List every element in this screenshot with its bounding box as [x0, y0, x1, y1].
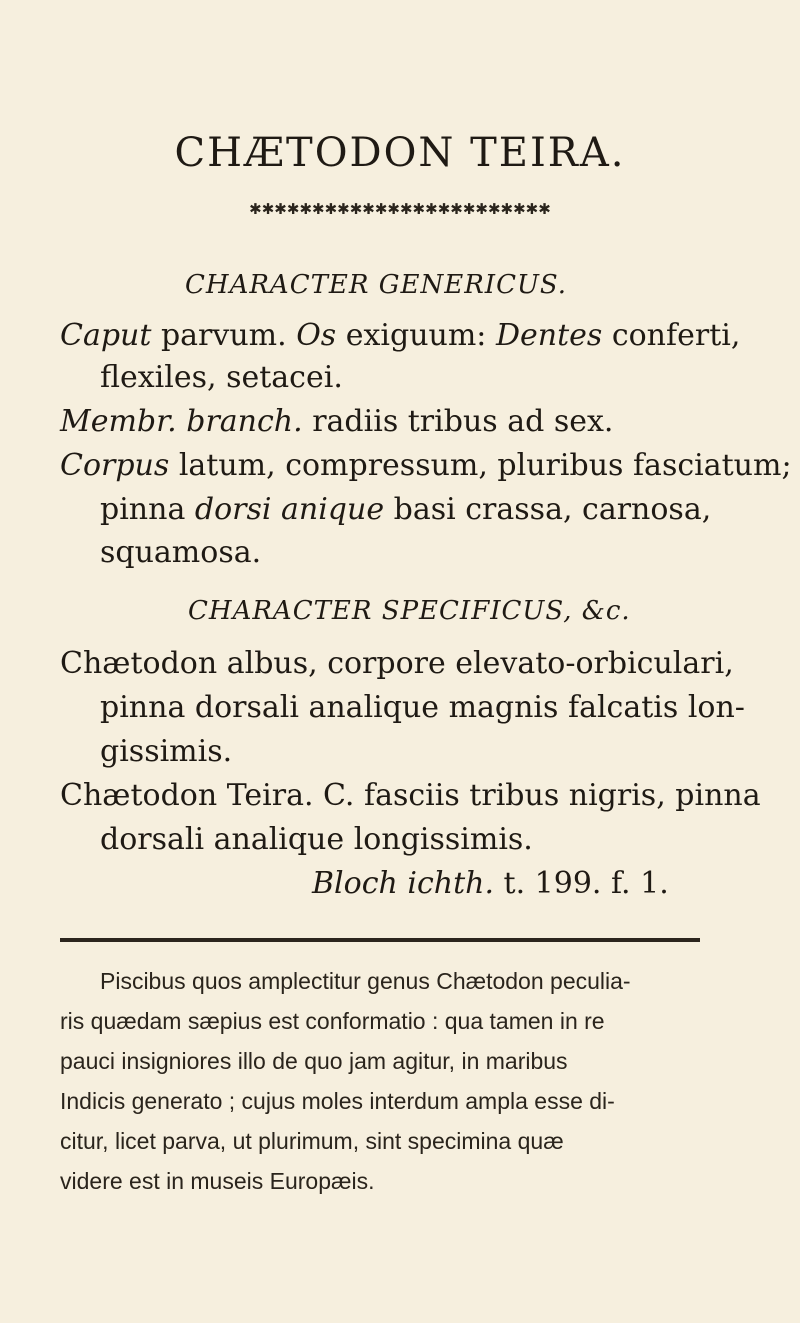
- page-title: CHÆTODON TEIRA.: [174, 130, 626, 176]
- heading-character-specificus: CHARACTER SPECIFICUS, &c.: [188, 596, 631, 626]
- divider-rule: [60, 938, 700, 942]
- specificus-line-5: dorsali analique longissimis.: [100, 822, 533, 857]
- text: exiguum:: [336, 318, 496, 353]
- paragraph-line-1: Piscibus quos amplectitur genus Chætodon peculia-: [100, 968, 631, 994]
- term-os: Os: [296, 318, 337, 353]
- paragraph-line-4: Indicis generato ; cujus moles interdum ampla esse di-: [60, 1088, 615, 1114]
- genericus-line-5: [100, 492, 711, 527]
- star-ornament: ✱✱✱✱✱✱✱✱✱✱✱✱✱✱✱✱✱✱✱✱✱✱✱✱: [249, 200, 551, 218]
- genericus-line-1: [60, 318, 740, 353]
- text: pinna: [100, 492, 195, 527]
- term-dorsi-anique: dorsi anique: [194, 492, 385, 527]
- genericus-line-4: [60, 448, 792, 483]
- paragraph-line-2: ris quædam sæpius est conformatio : qua tamen in re: [60, 1008, 605, 1034]
- paragraph-line-3: pauci insigniores illo de quo jam agitur, in maribus: [60, 1048, 568, 1074]
- specificus-line-3: gissimis.: [100, 734, 233, 769]
- term-dentes: Dentes: [495, 318, 603, 353]
- paragraph-line-6: videre est in museis Europæis.: [60, 1168, 375, 1194]
- citation-source: Bloch ichth.: [312, 866, 494, 901]
- term-caput: Caput: [60, 318, 152, 353]
- citation-ref: t. 199. f. 1.: [494, 866, 669, 901]
- text: radiis tribus ad sex.: [302, 404, 614, 439]
- genericus-line-2: flexiles, setacei.: [100, 360, 343, 395]
- genericus-line-3: [60, 404, 613, 439]
- specificus-line-4: Chætodon Teira. C. fasciis tribus nigris, pinna: [60, 778, 761, 813]
- specificus-line-2: pinna dorsali analique magnis falcatis lon-: [100, 690, 745, 725]
- genericus-line-6: squamosa.: [100, 535, 262, 570]
- citation-line: [312, 866, 669, 901]
- heading-character-genericus: CHARACTER GENERICUS.: [185, 270, 568, 300]
- term-membr-branch: Membr. branch.: [60, 404, 303, 439]
- term-corpus: Corpus: [60, 448, 170, 483]
- text: conferti,: [602, 318, 741, 353]
- paragraph-line-5: citur, licet parva, ut plurimum, sint specimina quæ: [60, 1128, 564, 1154]
- specificus-line-1: Chætodon albus, corpore elevato-orbiculari,: [60, 646, 734, 681]
- text: basi crassa, carnosa,: [384, 492, 712, 527]
- text: latum, compressum, pluribus fasciatum;: [169, 448, 792, 483]
- text: parvum.: [151, 318, 297, 353]
